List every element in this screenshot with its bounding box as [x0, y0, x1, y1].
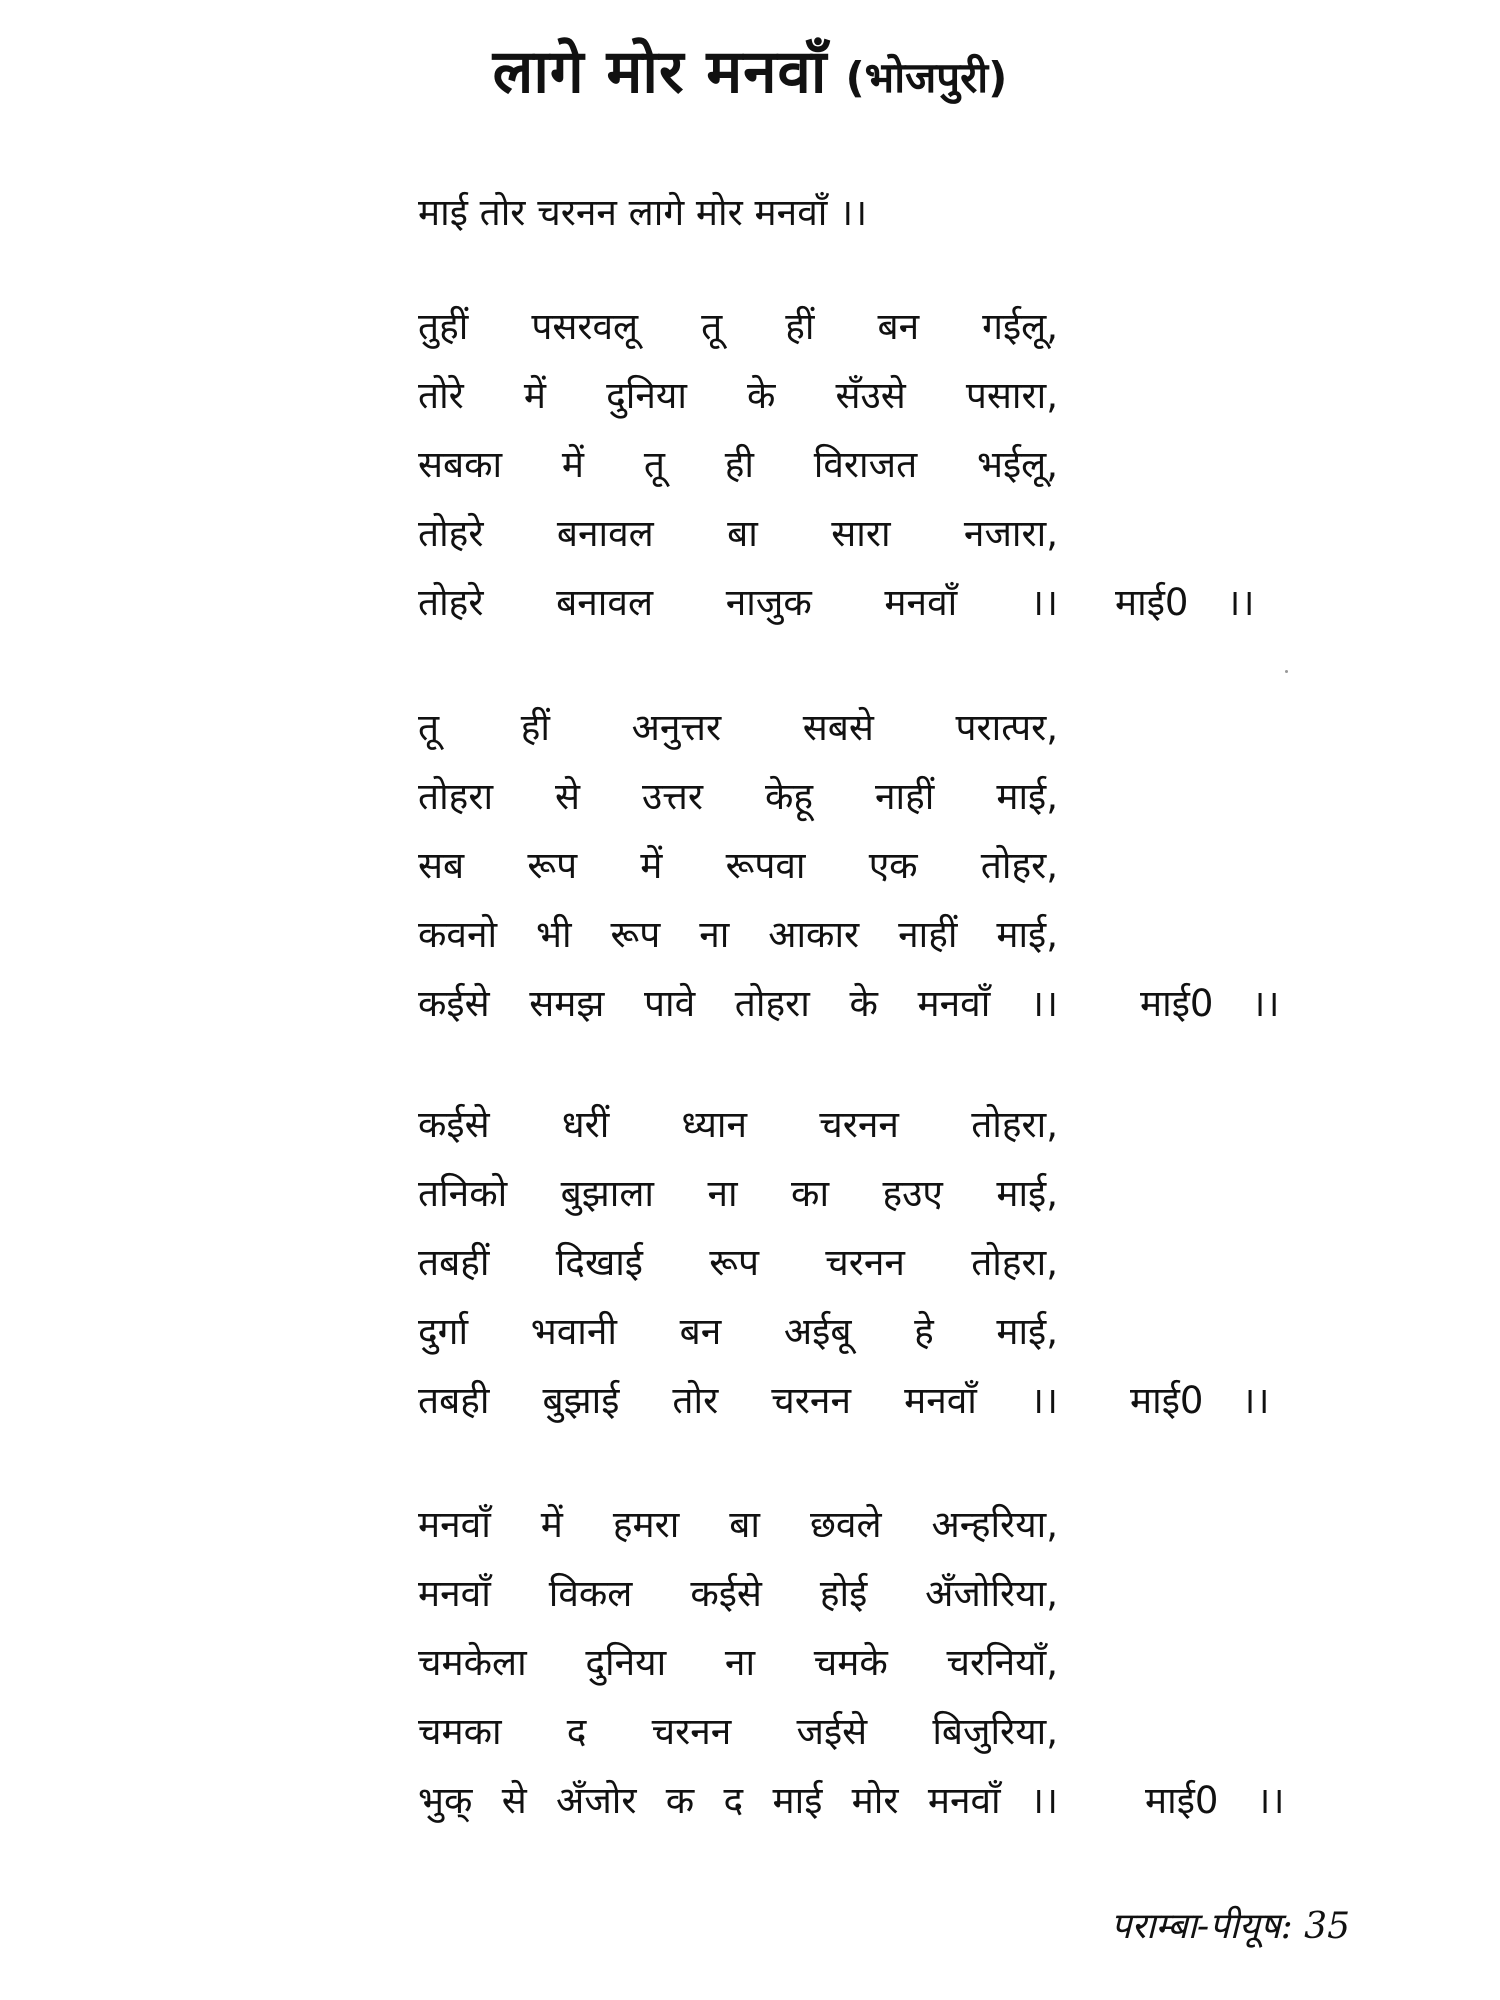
- verse-line: तुहीं पसरवलू तू हीं बन गईलू,: [418, 305, 1058, 348]
- verse-line: चमका द चरनन जईसे बिजुरिया,: [418, 1710, 1058, 1753]
- stanza-3: [418, 1090, 1270, 1435]
- stanza-1: [418, 292, 1255, 637]
- verse-line: तबही बुझाई तोर चरनन मनवाँ ।।: [418, 1379, 1058, 1422]
- refrain-marker: [1115, 568, 1254, 637]
- refrain-word: माई0: [1115, 581, 1189, 624]
- verse-line: सबका में तू ही विराजत भईलू,: [418, 443, 1058, 486]
- stanza-4: [418, 1490, 1285, 1835]
- verse-line: तबहीं दिखाई रूप चरनन तोहरा,: [418, 1241, 1058, 1284]
- verse-line: तोहरे बनावल नाजुक मनवाँ ।।: [418, 581, 1058, 624]
- verse-line: कवनो भी रूप ना आकार नाहीं माई,: [418, 913, 1058, 956]
- verse-line: तोहरे बनावल बा सारा नजारा,: [418, 512, 1058, 555]
- page-title: [0, 28, 1500, 110]
- opening-line-block: [418, 178, 867, 247]
- verse-line: तोहरा से उत्तर केहू नाहीं माई,: [418, 775, 1058, 818]
- verse-line: चमकेला दुनिया ना चमके चरनियाँ,: [418, 1641, 1058, 1684]
- verse-line: तनिको बुझाला ना का हउए माई,: [418, 1172, 1058, 1215]
- verse-line: तू हीं अनुत्तर सबसे परात्पर,: [418, 706, 1058, 749]
- verse-line: दुर्गा भवानी बन अईबू हे माई,: [418, 1310, 1058, 1353]
- refrain-marker: [1140, 969, 1279, 1038]
- verse-line: मनवाँ विकल कईसे होई अँजोरिया,: [418, 1572, 1058, 1615]
- scan-speck: [1285, 670, 1288, 673]
- verse-line: भुक् से अँजोर क द माई मोर मनवाँ ।।: [418, 1779, 1058, 1822]
- refrain-word: माई0: [1130, 1379, 1204, 1422]
- refrain-marker: [1130, 1366, 1269, 1435]
- verse-line: सब रूप में रूपवा एक तोहर,: [418, 844, 1058, 887]
- refrain-word: माई0: [1145, 1779, 1219, 1822]
- refrain-marker: [1145, 1766, 1284, 1835]
- refrain-bars: ।।: [1251, 982, 1280, 1025]
- refrain-bars: ।।: [1226, 581, 1255, 624]
- refrain-word: माई0: [1140, 982, 1214, 1025]
- title-subtitle: (भोजपुरी): [845, 53, 1008, 102]
- verse-line: कईसे धरीं ध्यान चरनन तोहरा,: [418, 1103, 1058, 1146]
- stanza-2: [418, 693, 1280, 1038]
- verse-line: कईसे समझ पावे तोहरा के मनवाँ ।।: [418, 982, 1058, 1025]
- verse-line: मनवाँ में हमरा बा छवले अन्हरिया,: [418, 1503, 1058, 1546]
- refrain-bars: ।।: [1256, 1779, 1285, 1822]
- refrain-bars: ।।: [1241, 1379, 1270, 1422]
- opening-line: माई तोर चरनन लागे मोर मनवाँ ।।: [418, 191, 868, 234]
- page-footer: पराम्बा-पीयूष: 35: [1110, 1906, 1350, 1947]
- title-main: लागे मोर मनवाँ: [492, 37, 828, 107]
- verse-line: तोरे में दुनिया के सँउसे पसारा,: [418, 374, 1058, 417]
